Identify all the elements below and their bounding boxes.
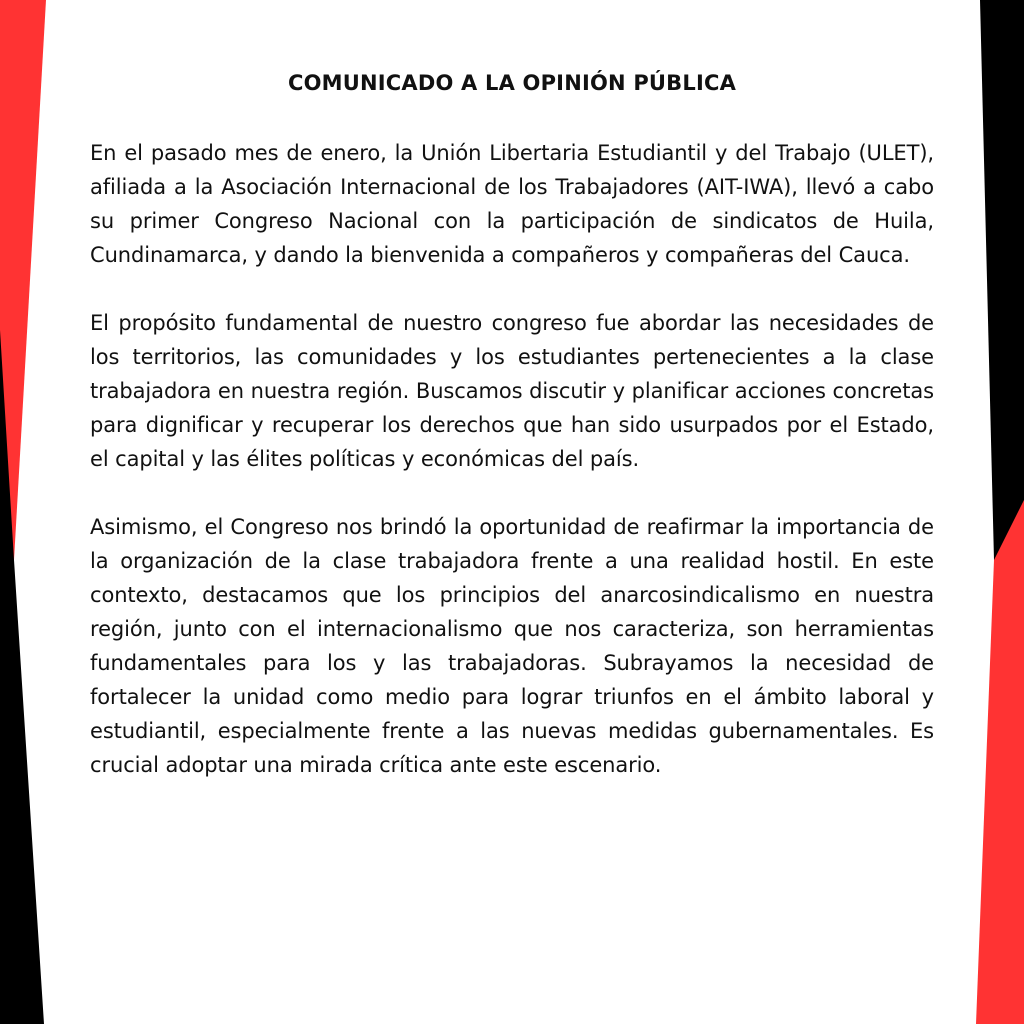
document-title: COMUNICADO A LA OPINIÓN PÚBLICA: [287, 71, 737, 95]
right-red-stripe: [976, 500, 1024, 1024]
paragraph-3: Asimismo, el Congreso nos brindó la oportunidad de reafirmar la importancia de la organización de la clase trabajadora frente a una realidad hostil. En este contexto, destacamos que los principios del anarcosindicalismo en nuestra región, junto con el internacionalismo que nos caracteriza, son herramientas fundamentales para los y las trabajadoras. Subrayamos la necesidad de fortalecer la unidad como medio para lograr triunfos en el ámbito laboral y estudiantil, especialmente frente a las nuevas medidas gubernamentales. Es crucial adoptar una mirada crítica ante este escenario.: [90, 515, 934, 777]
right-black-stripe: [980, 0, 1024, 560]
paragraph-2: El propósito fundamental de nuestro congreso fue abordar las necesidades de los territorios, las comunidades y los estudiantes pertenecientes a la clase trabajadora en nuestra región. Buscamos discutir y planificar acciones concretas para dignificar y recuperar los derechos que han sido usurpados por el Estado, el capital y las élites políticas y económicas del país.: [90, 311, 934, 471]
statement-document: [90, 66, 934, 816]
paragraph-1: En el pasado mes de enero, la Unión Libertaria Estudiantil y del Trabajo (ULET), afiliada a la Asociación Internacional de los Trabajadores (AIT-IWA), llevó a cabo su primer Congreso Nacional con la participación de sindicatos de Huila, Cundinamarca, y dando la bienvenida a compañeros y compañeras del Cauca.: [90, 141, 934, 267]
